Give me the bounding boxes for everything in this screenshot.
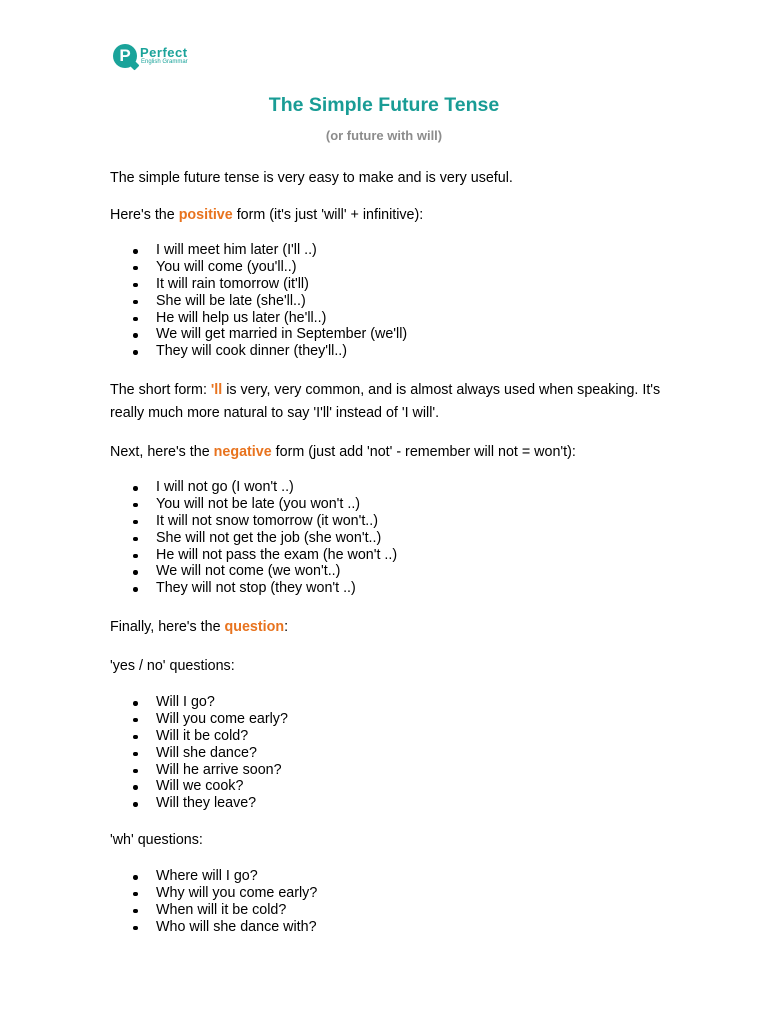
- positive-list: [110, 242, 670, 360]
- negative-lead: [110, 444, 670, 461]
- yes-no-list-item: Will she dance?: [110, 745, 670, 762]
- intro-paragraph: The simple future tense is very easy to make and is very useful.: [110, 170, 513, 186]
- question-keyword: question: [224, 619, 285, 635]
- short-form-paragraph: [110, 379, 670, 424]
- wh-list-item: Who will she dance with?: [110, 919, 670, 936]
- negative-lead-pre: Next, here's the: [110, 444, 214, 460]
- wh-list-item: Where will I go?: [110, 868, 670, 885]
- negative-list: [110, 479, 670, 597]
- positive-list-item: It will rain tomorrow (it'll): [110, 276, 670, 293]
- short-form-keyword: 'll: [210, 382, 223, 398]
- logo-text: [140, 46, 188, 66]
- yes-no-list-item: Will you come early?: [110, 711, 670, 728]
- positive-lead: [110, 207, 670, 224]
- positive-list-item: He will help us later (he'll..): [110, 310, 670, 327]
- wh-label: 'wh' questions:: [110, 832, 203, 848]
- yes-no-list-item: Will I go?: [110, 694, 670, 711]
- wh-list-item: When will it be cold?: [110, 902, 670, 919]
- negative-list-item: It will not snow tomorrow (it won't..): [110, 513, 670, 530]
- question-lead: [110, 619, 670, 636]
- negative-list-item: He will not pass the exam (he won't ..): [110, 547, 670, 564]
- negative-keyword: negative: [213, 444, 272, 460]
- wh-list-item: Why will you come early?: [110, 885, 670, 902]
- positive-list-item: I will meet him later (I'll ..): [110, 242, 670, 259]
- short-form-post: is very, very common, and is almost always used when speaking. It's really much more natural to say 'I'll' instead of 'I will'.: [110, 382, 661, 421]
- negative-list-item: I will not go (I won't ..): [110, 479, 670, 496]
- positive-list-item: They will cook dinner (they'll..): [110, 343, 670, 360]
- negative-list-item: You will not be late (you won't ..): [110, 496, 670, 513]
- logo-mark-icon: P: [113, 44, 137, 68]
- yes-no-label: 'yes / no' questions:: [110, 658, 235, 674]
- logo-subtitle: English Grammar: [141, 59, 188, 65]
- short-form-pre: The short form:: [110, 382, 211, 398]
- positive-lead-post: form (it's just 'will' + infinitive):: [232, 207, 424, 223]
- yes-no-list-item: Will they leave?: [110, 795, 670, 812]
- logo-word: Perfect: [140, 45, 188, 60]
- yes-no-list-item: Will it be cold?: [110, 728, 670, 745]
- question-lead-pre: Finally, here's the: [110, 619, 225, 635]
- page-title: The Simple Future Tense: [268, 94, 500, 116]
- positive-keyword: positive: [178, 207, 233, 223]
- logo: [113, 44, 188, 68]
- page-subtitle: (or future with will): [325, 128, 443, 143]
- yes-no-list: [110, 694, 670, 812]
- negative-list-item: She will not get the job (she won't..): [110, 530, 670, 547]
- yes-no-list-item: Will we cook?: [110, 778, 670, 795]
- wh-list: [110, 868, 670, 936]
- positive-list-item: She will be late (she'll..): [110, 293, 670, 310]
- question-lead-post: :: [284, 619, 289, 635]
- yes-no-list-item: Will he arrive soon?: [110, 762, 670, 779]
- positive-lead-pre: Here's the: [110, 207, 179, 223]
- positive-list-item: You will come (you'll..): [110, 259, 670, 276]
- negative-list-item: We will not come (we won't..): [110, 563, 670, 580]
- positive-list-item: We will get married in September (we'll): [110, 326, 670, 343]
- negative-list-item: They will not stop (they won't ..): [110, 580, 670, 597]
- negative-lead-post: form (just add 'not' - remember will not = won't):: [271, 444, 576, 460]
